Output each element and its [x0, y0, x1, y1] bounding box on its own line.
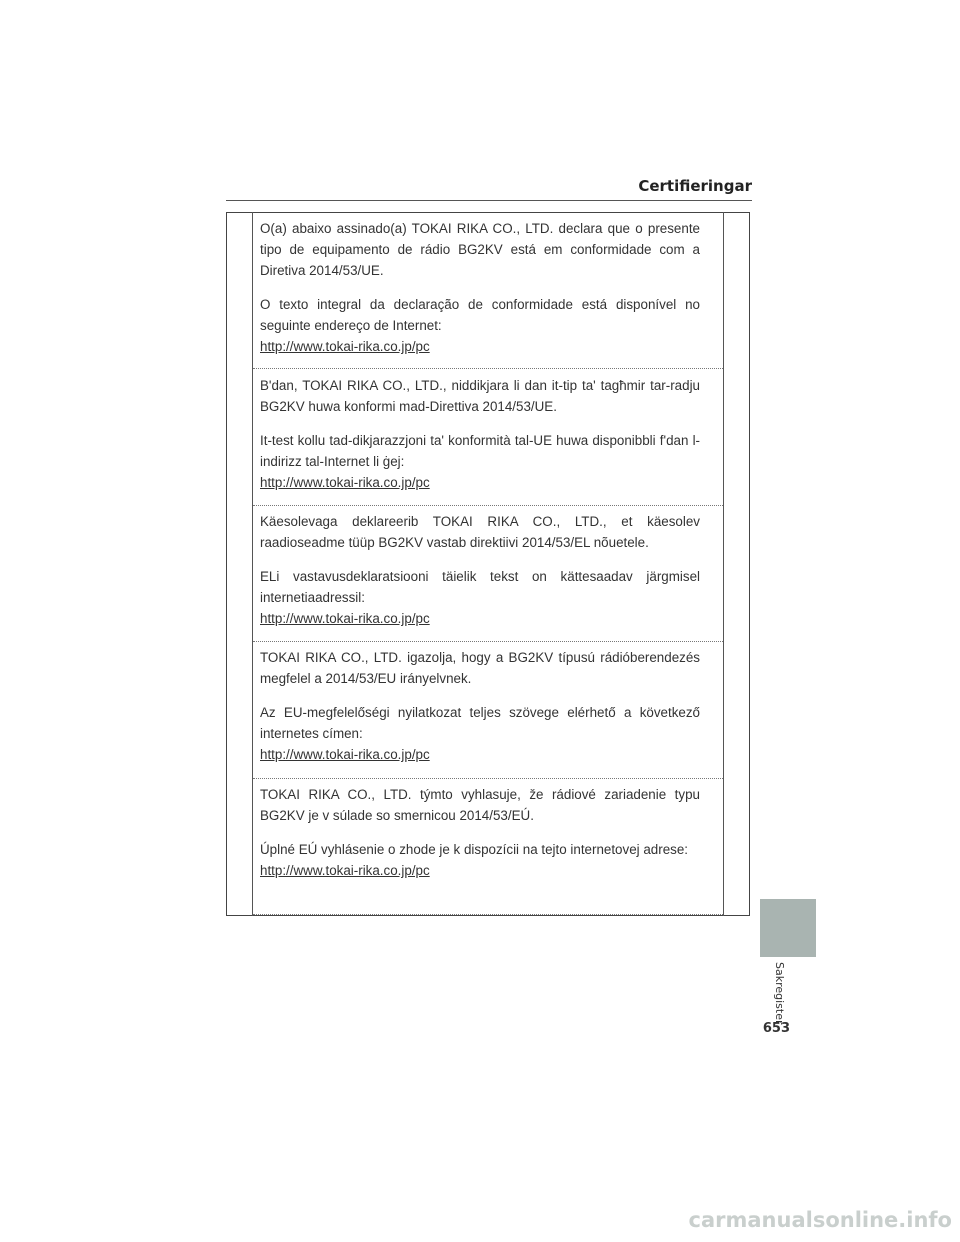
declaration-maltese [253, 375, 723, 493]
availability-text: It-test kollu tad-dikjarazzjoni ta' konformità tal-UE huwa disponibbli f'dan l-indirizz tal-Internet li ġej: [260, 433, 700, 469]
section-divider [253, 641, 723, 642]
declaration-slovak [253, 784, 723, 881]
page-header-title: Certifieringar [638, 177, 752, 195]
chapter-tab [760, 899, 816, 957]
declaration-hungarian [253, 647, 723, 765]
availability-text: O texto integral da declaração de conformidade está disponível no seguinte endereço de Internet: [260, 297, 700, 333]
section-divider [253, 368, 723, 369]
declaration-estonian [253, 511, 723, 629]
availability-text: Úplné EÚ vyhlásenie o zhode je k dispozícii na tejto internetovej adrese: [260, 842, 689, 857]
header-rule [226, 200, 752, 201]
declaration-text: O(a) abaixo assinado(a) TOKAI RIKA CO., LTD. declara que o presente tipo de equipamento de rádio BG2KV está em conformidade com a Diretiva 2014/53/UE. [260, 221, 700, 278]
declaration-portuguese [253, 218, 723, 357]
chapter-tab-label: Sakregister [773, 962, 786, 1025]
declaration-text: Käesolevaga deklareerib TOKAI RIKA CO., LTD., et käesolev raadioseadme tüüp BG2KV vastab direktiivi 2014/53/EL nõuetele. [260, 514, 700, 550]
section-divider [253, 505, 723, 506]
page-number: 653 [762, 1021, 790, 1036]
section-divider [253, 914, 723, 915]
section-divider [253, 778, 723, 779]
watermark: carmanualsonline.info [688, 1208, 952, 1232]
declaration-text: B'dan, TOKAI RIKA CO., LTD., niddikjara li dan it-tip ta' tagħmir tar-radju BG2KV huwa konformi mad-Direttiva 2014/53/UE. [260, 378, 700, 414]
declaration-link[interactable]: http://www.tokai-rika.co.jp/pc [260, 747, 430, 762]
declaration-link[interactable]: http://www.tokai-rika.co.jp/pc [260, 339, 430, 354]
declaration-link[interactable]: http://www.tokai-rika.co.jp/pc [260, 475, 430, 490]
availability-text: Az EU-megfelelőségi nyilatkozat teljes szövege elérhető a következő internetes címen: [260, 705, 700, 741]
declaration-link[interactable]: http://www.tokai-rika.co.jp/pc [260, 863, 430, 878]
availability-text: ELi vastavusdeklaratsiooni täielik tekst on kättesaadav järgmisel internetiaadressil: [260, 569, 700, 605]
declaration-text: TOKAI RIKA CO., LTD. týmto vyhlasuje, že rádiové zariadenie typu BG2KV je v súlade so smernicou 2014/53/EÚ. [260, 787, 700, 823]
declaration-text: TOKAI RIKA CO., LTD. igazolja, hogy a BG2KV típusú rádióberendezés megfelel a 2014/53/EU irányelvnek. [260, 650, 700, 686]
declaration-link[interactable]: http://www.tokai-rika.co.jp/pc [260, 611, 430, 626]
